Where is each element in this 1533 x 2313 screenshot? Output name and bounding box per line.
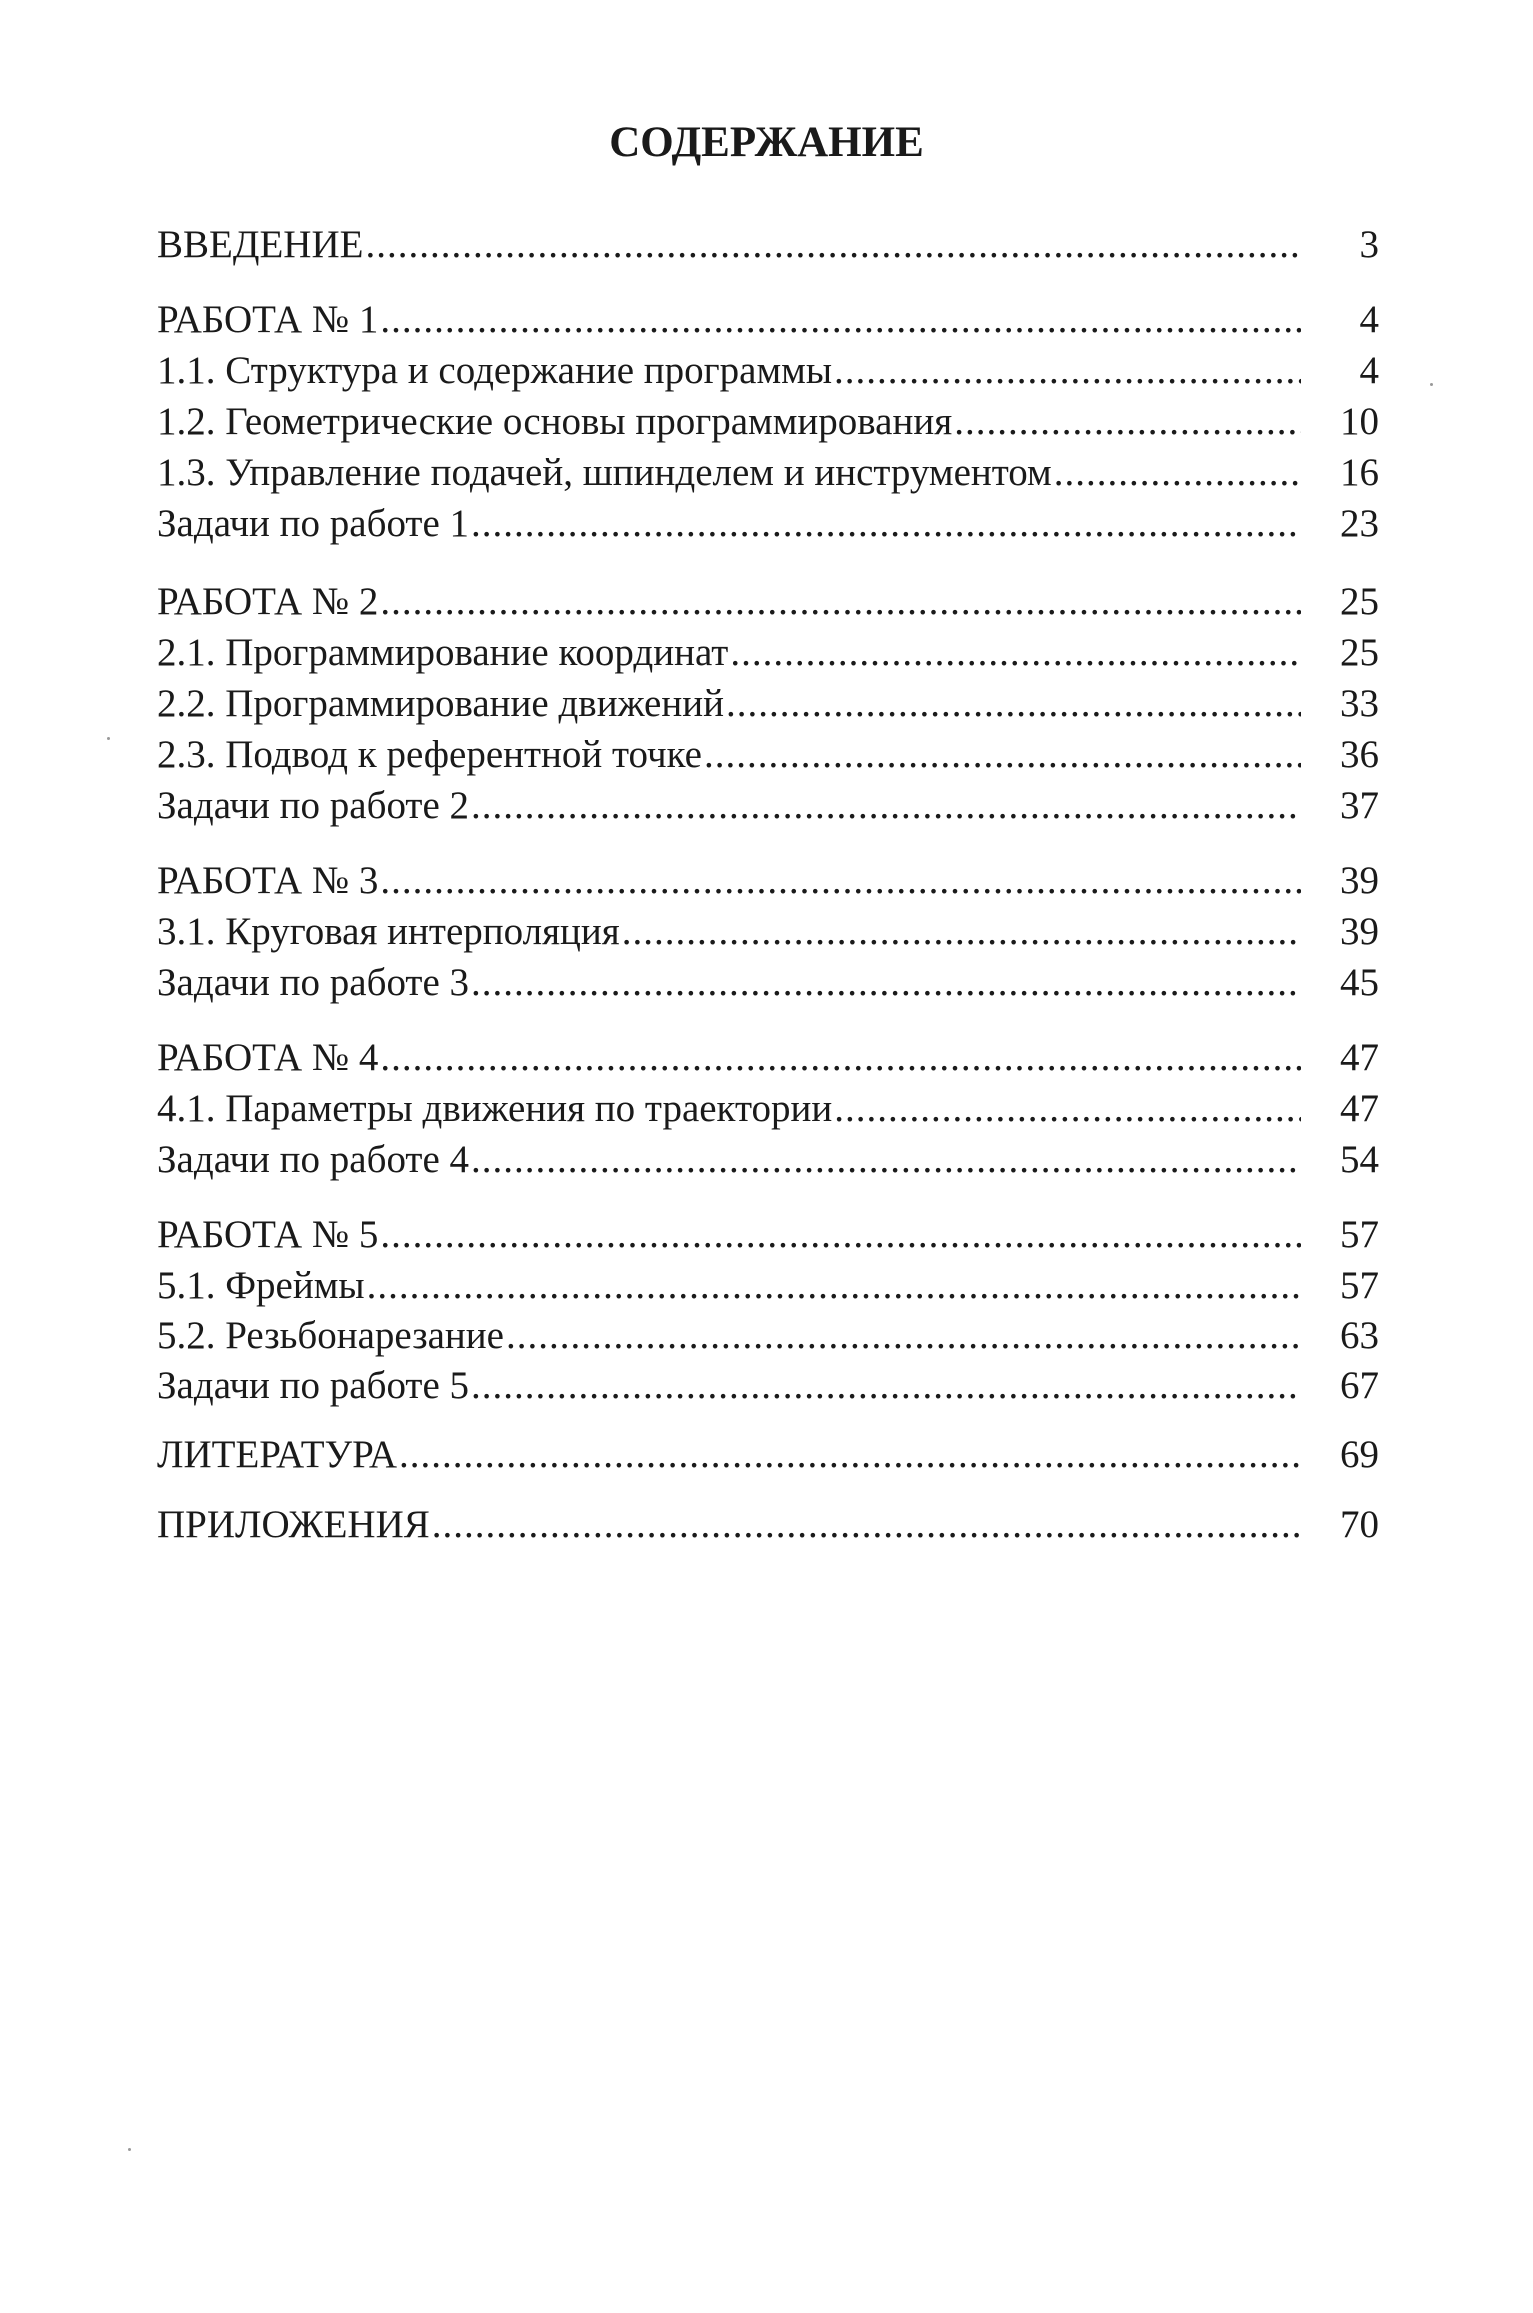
- dot-leader: [730, 628, 1301, 678]
- toc-entry-page: 69: [1340, 1433, 1379, 1476]
- dot-leader: [954, 397, 1301, 447]
- toc-entry-label: ВВЕДЕНИЕ: [157, 223, 364, 266]
- dot-leader: [380, 577, 1301, 627]
- toc-entry: [157, 295, 1379, 345]
- dot-leader: [380, 1033, 1301, 1083]
- toc-entry-page: 57: [1340, 1264, 1379, 1307]
- toc-entry: [157, 220, 1379, 270]
- dot-leader: [471, 781, 1301, 831]
- toc-entry: [157, 679, 1379, 729]
- toc-entry-label: Задачи по работе 5: [157, 1364, 470, 1407]
- toc-entry-page: 67: [1340, 1364, 1379, 1407]
- toc-entry-page: 36: [1340, 733, 1379, 776]
- dot-leader: [380, 856, 1301, 906]
- toc-entry: [157, 577, 1379, 627]
- dot-leader: [471, 499, 1301, 549]
- toc-entry: [157, 1210, 1379, 1260]
- toc-entry-label: 1.2. Геометрические основы программирования: [157, 400, 953, 443]
- scan-speck: [1430, 383, 1433, 386]
- toc-entry-page: 57: [1340, 1213, 1379, 1256]
- toc-entry: [157, 1361, 1379, 1411]
- toc-entry: [157, 499, 1379, 549]
- dot-leader: [367, 1261, 1301, 1311]
- toc-entry-page: 10: [1340, 400, 1379, 443]
- toc-entry: [157, 628, 1379, 678]
- dot-leader: [1054, 448, 1301, 498]
- toc-entry-label: 2.1. Программирование координат: [157, 631, 729, 674]
- toc-entry-page: 25: [1340, 631, 1379, 674]
- toc-entry-label: 2.3. Подвод к референтной точке: [157, 733, 702, 776]
- toc-entry-label: РАБОТА № 5: [157, 1213, 379, 1256]
- toc-entry-page: 16: [1340, 451, 1379, 494]
- dot-leader: [834, 1084, 1301, 1134]
- toc-entry-label: 2.2. Программирование движений: [157, 682, 724, 725]
- toc-entry: [157, 1261, 1379, 1311]
- toc-entry-label: 1.1. Структура и содержание программы: [157, 349, 833, 392]
- dot-leader: [834, 346, 1301, 396]
- dot-leader: [471, 1135, 1301, 1185]
- toc-entry: [157, 397, 1379, 447]
- toc-entry-label: 4.1. Параметры движения по траектории: [157, 1087, 833, 1130]
- toc-entry-page: 3: [1359, 223, 1379, 266]
- toc-entry-page: 63: [1340, 1314, 1379, 1357]
- toc-entry-label: Задачи по работе 4: [157, 1138, 470, 1181]
- toc-entry-label: 5.1. Фреймы: [157, 1264, 365, 1307]
- dot-leader: [622, 907, 1301, 957]
- toc-entry: [157, 1135, 1379, 1185]
- toc-entry-label: 1.3. Управление подачей, шпинделем и инструментом: [157, 451, 1052, 494]
- toc-entry-page: 23: [1340, 502, 1379, 545]
- dot-leader: [726, 679, 1301, 729]
- toc-entry-page: 70: [1340, 1503, 1379, 1546]
- page-title: СОДЕРЖАНИЕ: [609, 119, 924, 166]
- toc-entry: [157, 856, 1379, 906]
- toc-entry-page: 39: [1340, 859, 1379, 902]
- toc-entry: [157, 1311, 1379, 1361]
- toc-entry-label: 3.1. Круговая интерполяция: [157, 910, 620, 953]
- toc-entry-page: 37: [1340, 784, 1379, 827]
- toc-entry: [157, 346, 1379, 396]
- toc-entry: [157, 448, 1379, 498]
- toc-entry-label: ПРИЛОЖЕНИЯ: [157, 1503, 430, 1546]
- toc-entry: [157, 1033, 1379, 1083]
- toc-entry-page: 25: [1340, 580, 1379, 623]
- toc-entry-label: РАБОТА № 4: [157, 1036, 379, 1079]
- dot-leader: [471, 1361, 1301, 1411]
- toc-entry: [157, 1430, 1379, 1480]
- toc-entry-label: Задачи по работе 3: [157, 961, 470, 1004]
- toc-entry-label: РАБОТА № 2: [157, 580, 379, 623]
- toc-entry-label: РАБОТА № 3: [157, 859, 379, 902]
- dot-leader: [506, 1311, 1301, 1361]
- toc-entry-page: 4: [1359, 298, 1379, 341]
- toc-entry-page: 45: [1340, 961, 1379, 1004]
- toc-entry-page: 47: [1340, 1087, 1379, 1130]
- dot-leader: [432, 1500, 1301, 1550]
- toc-entry: [157, 730, 1379, 780]
- toc-entry: [157, 1500, 1379, 1550]
- toc-entry-page: 54: [1340, 1138, 1379, 1181]
- toc-entry: [157, 781, 1379, 831]
- dot-leader: [380, 295, 1301, 345]
- toc-entry-page: 47: [1340, 1036, 1379, 1079]
- scan-speck: [128, 2148, 131, 2151]
- toc-entry-page: 4: [1359, 349, 1379, 392]
- toc-entry-page: 33: [1340, 682, 1379, 725]
- toc-entry-label: Задачи по работе 2: [157, 784, 470, 827]
- toc-entry-label: 5.2. Резьбонарезание: [157, 1314, 504, 1357]
- toc-entry: [157, 1084, 1379, 1134]
- scan-speck: [107, 737, 110, 740]
- dot-leader: [704, 730, 1301, 780]
- dot-leader: [471, 958, 1301, 1008]
- dot-leader: [399, 1430, 1301, 1480]
- toc-entry: [157, 958, 1379, 1008]
- toc-entry-page: 39: [1340, 910, 1379, 953]
- toc-entry-label: ЛИТЕРАТУРА: [157, 1433, 397, 1476]
- toc-entry: [157, 907, 1379, 957]
- toc-entry-label: РАБОТА № 1: [157, 298, 379, 341]
- dot-leader: [380, 1210, 1301, 1260]
- dot-leader: [365, 220, 1301, 270]
- toc-entry-label: Задачи по работе 1: [157, 502, 470, 545]
